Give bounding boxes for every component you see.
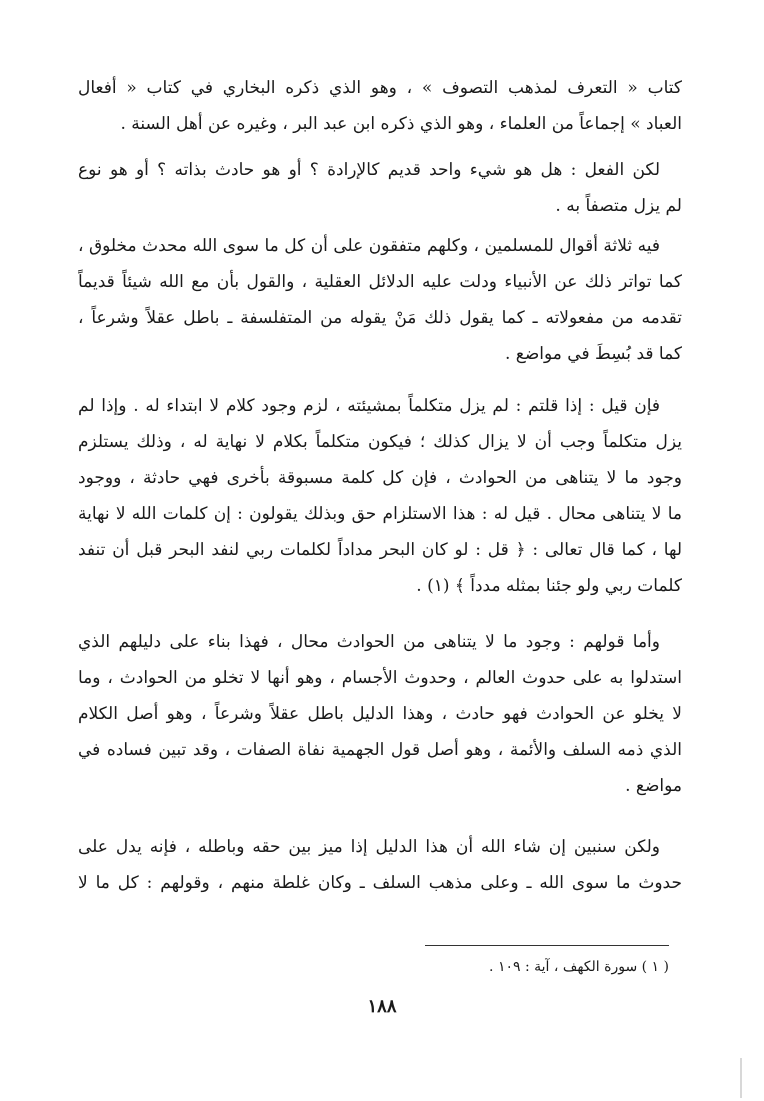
text-line: وأما قولهم : وجود ما لا يتناهى من الحوادث محال ، فهذا بناء على دليلهم الذي bbox=[78, 632, 660, 652]
text-line: فإن قيل : إذا قلتم : لم يزل متكلماً بمشيئته ، لزم وجود كلام لا ابتداء له . وإذا لم bbox=[78, 396, 660, 416]
text-line: حدوث ما سوى الله ـ وعلى مذهب السلف ـ وكان غلطة منهم ، وقولهم : كل ما لا bbox=[78, 873, 682, 893]
text-line: الذي ذمه السلف والأئمة ، وهو أصل قول الجهمية نفاة الصفات ، وقد تبين فساده في bbox=[78, 740, 682, 760]
text-line: وجود ما لا يتناهى من الحوادث ، فإن كل كلمة مسبوقة بأخرى فهي حادثة ، ووجود bbox=[78, 468, 682, 488]
text-line: لا يخلو عن الحوادث فهو حادث ، وهذا الدليل باطل عقلاً وشرعاً ، وهو أصل الكلام bbox=[78, 704, 682, 724]
paragraph-1 bbox=[78, 70, 682, 142]
paragraph-2 bbox=[78, 152, 682, 224]
text-line: ولكن سنبين إن شاء الله أن هذا الدليل إذا ميز بين حقه وباطله ، فإنه يدل على bbox=[78, 837, 660, 857]
text-line: العباد » إجماعاً من العلماء ، وهو الذي ذكره ابن عبد البر ، وغيره عن أهل السنة . bbox=[120, 114, 682, 134]
text-line: لكن الفعل : هل هو شيء واحد قديم كالإرادة ؟ أو هو حادث بذاته ؟ أو هو نوع bbox=[78, 160, 660, 180]
footnote: ( ١ ) سورة الكهف ، آية : ١٠٩ . bbox=[489, 959, 669, 975]
text-line: كتاب « التعرف لمذهب التصوف » ، وهو الذي ذكره البخاري في كتاب « أفعال bbox=[78, 78, 682, 98]
text-line: فيه ثلاثة أقوال للمسلمين ، وكلهم متفقون على أن كل ما سوى الله محدث مخلوق ، bbox=[78, 236, 660, 256]
text-line: مواضع . bbox=[625, 776, 682, 796]
scan-edge-mark bbox=[740, 1058, 742, 1098]
text-line: كلمات ربي ولو جئنا بمثله مدداً ﴾ (١) . bbox=[416, 576, 682, 596]
text-line: ما لا يتناهى محال . قيل له : هذا الاستلزام حق وبذلك يقولون : إن كلمات الله لا نهاية bbox=[78, 504, 682, 524]
text-line: لم يزل متصفاً به . bbox=[555, 196, 682, 216]
text-line: استدلوا به على حدوث العالم ، وحدوث الأجسام ، وهو أنها لا تخلو من الحوادث ، وما bbox=[78, 668, 682, 688]
paragraph-3 bbox=[78, 228, 682, 372]
text-line: لها ، كما قال تعالى : ﴿ قل : لو كان البحر مداداً لكلمات ربي لنفد البحر قبل أن تنفد bbox=[78, 540, 682, 560]
footnote-divider bbox=[425, 945, 669, 946]
paragraph-6 bbox=[78, 829, 682, 901]
page-number: ١٨٨ bbox=[367, 996, 397, 1017]
text-line: يزل متكلماً وجب أن لا يزال كذلك ؛ فيكون متكلماً بكلام لا نهاية له ، وذلك يستلزم bbox=[78, 432, 682, 452]
paragraph-4 bbox=[78, 388, 682, 604]
text-line: كما قد بُسِطَ في مواضع . bbox=[505, 344, 682, 364]
text-line: تقدمه من مفعولاته ـ كما يقول ذلك مَنْ يقوله من المتفلسفة ـ باطل عقلاً وشرعاً ، bbox=[78, 308, 682, 328]
paragraph-5 bbox=[78, 624, 682, 804]
text-line: كما تواتر ذلك عن الأنبياء ودلت عليه الدلائل العقلية ، والقول بأن مع الله شيئاً قديماً bbox=[78, 272, 682, 292]
